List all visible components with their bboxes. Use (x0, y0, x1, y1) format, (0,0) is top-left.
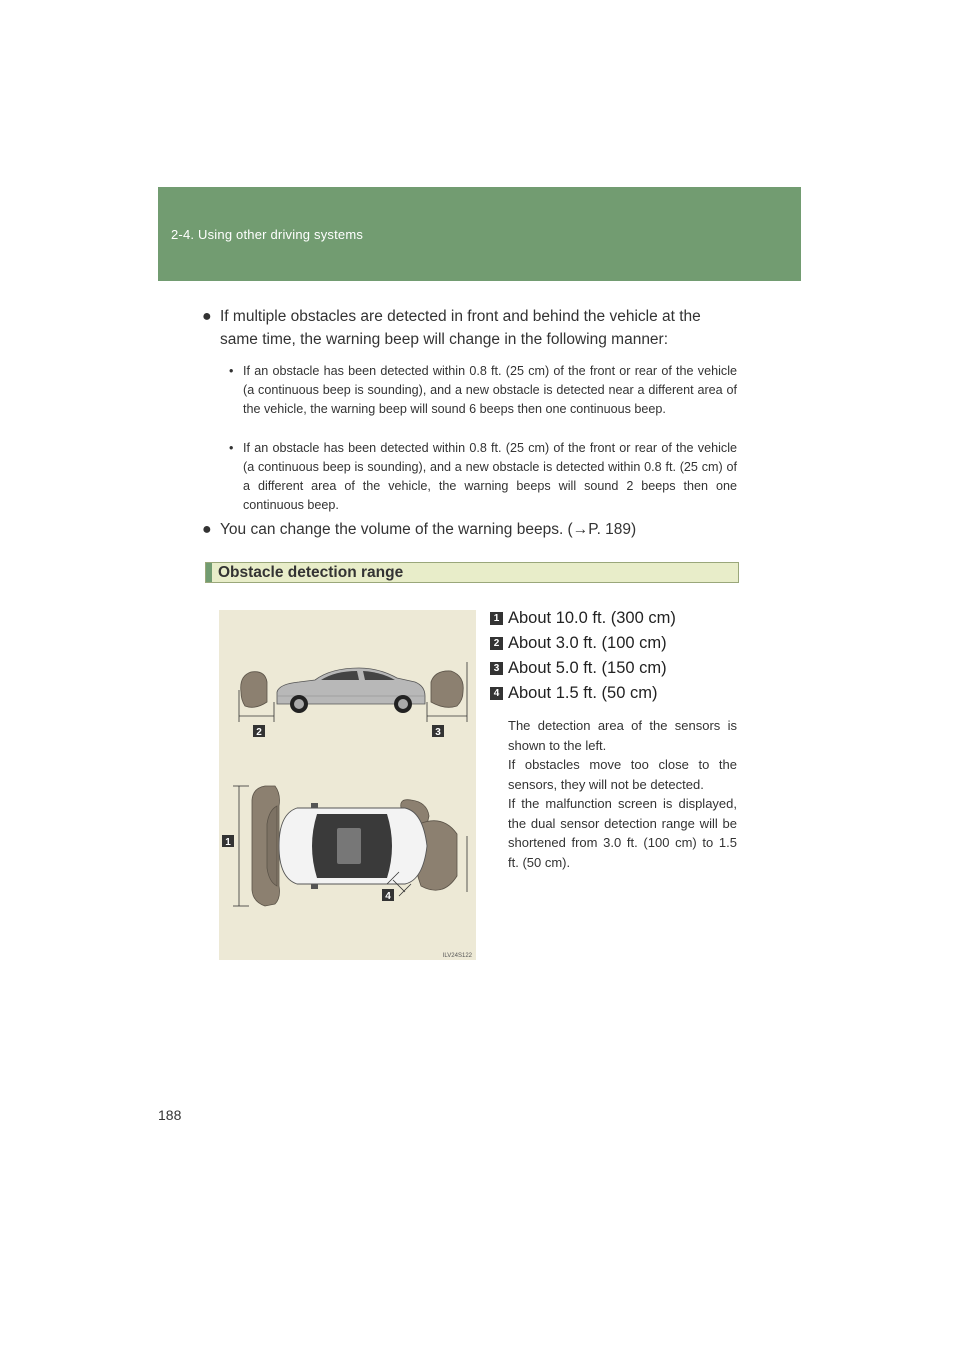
svg-text:2: 2 (256, 727, 262, 738)
bullet-text: You can change the volume of the warning beeps. (→P. 189) (220, 521, 637, 538)
legend-label: About 10.0 ft. (300 cm) (508, 609, 676, 627)
bullet-item (202, 518, 740, 541)
subsection-title: Obstacle detection range (218, 564, 404, 581)
legend-number-badge: 1 (490, 612, 503, 625)
legend-number-badge: 3 (490, 662, 503, 675)
page-number: 188 (158, 1107, 182, 1123)
legend-item-2 (490, 634, 750, 656)
callout-4 (382, 889, 394, 902)
sub-bullet-item (229, 439, 737, 515)
bullet-icon: ● (202, 308, 212, 325)
car-top-view-icon (279, 803, 427, 889)
legend-item-4 (490, 684, 750, 706)
section-title: 2-4. Using other driving systems (171, 227, 364, 242)
page-header (158, 187, 801, 281)
svg-text:4: 4 (385, 891, 391, 902)
bullet-item (202, 305, 740, 351)
notes (508, 716, 737, 872)
legend-number-badge: 2 (490, 637, 503, 650)
legend-item-1 (490, 609, 750, 631)
subsection-heading (205, 562, 739, 583)
detection-range-diagram (219, 610, 476, 960)
sub-bullet-icon: • (229, 441, 234, 455)
sub-bullet-text: If an obstacle has been detected within 0.8 ft. (25 cm) of the front or rear of the vehicle (a continuous beep is sounding), and a new obstacle is detected within 0.8 ft. (25 cm) of a different area of the vehicle, the warning beeps will sound 2 beeps then one continuous beep. (243, 441, 737, 512)
note-paragraph: If obstacles move too close to the sensors, they will not be detected. (508, 757, 737, 792)
legend-number-badge: 4 (490, 687, 503, 700)
svg-text:3: 3 (435, 727, 441, 738)
legend-item-3 (490, 659, 750, 681)
heading-accent (206, 563, 212, 582)
callout-2 (253, 725, 265, 738)
figure-code: ILV24S122 (442, 953, 472, 959)
legend-label: About 1.5 ft. (50 cm) (508, 684, 658, 702)
legend-label: About 3.0 ft. (100 cm) (508, 634, 667, 652)
rear-detection-zone (431, 671, 463, 707)
bullet-text: If multiple obstacles are detected in front and behind the vehicle at the same time, the warning beep will change in the following manner: (220, 308, 701, 348)
front-detection-zone (241, 672, 267, 708)
front-center-zone (267, 806, 277, 886)
legend-label: About 5.0 ft. (150 cm) (508, 659, 667, 677)
bullet-icon: ● (202, 521, 212, 538)
note-paragraph: If the malfunction screen is displayed, the dual sensor detection range will be shortened from 3.0 ft. (100 cm) to 1.5 ft. (50 cm). (508, 796, 737, 870)
callout-1 (222, 835, 234, 848)
sub-bullet-item (229, 362, 737, 419)
diagram-background (219, 610, 476, 960)
callout-3 (432, 725, 444, 738)
svg-text:1: 1 (225, 837, 231, 848)
sub-bullet-icon: • (229, 364, 234, 378)
note-paragraph: The detection area of the sensors is shown to the left. (508, 718, 737, 753)
sub-bullet-text: If an obstacle has been detected within 0.8 ft. (25 cm) of the front or rear of the vehicle (a continuous beep is sounding), and a new obstacle is detected near a different area of the vehicle, the warning beep will sound 6 beeps then one continuous beep. (243, 364, 737, 416)
